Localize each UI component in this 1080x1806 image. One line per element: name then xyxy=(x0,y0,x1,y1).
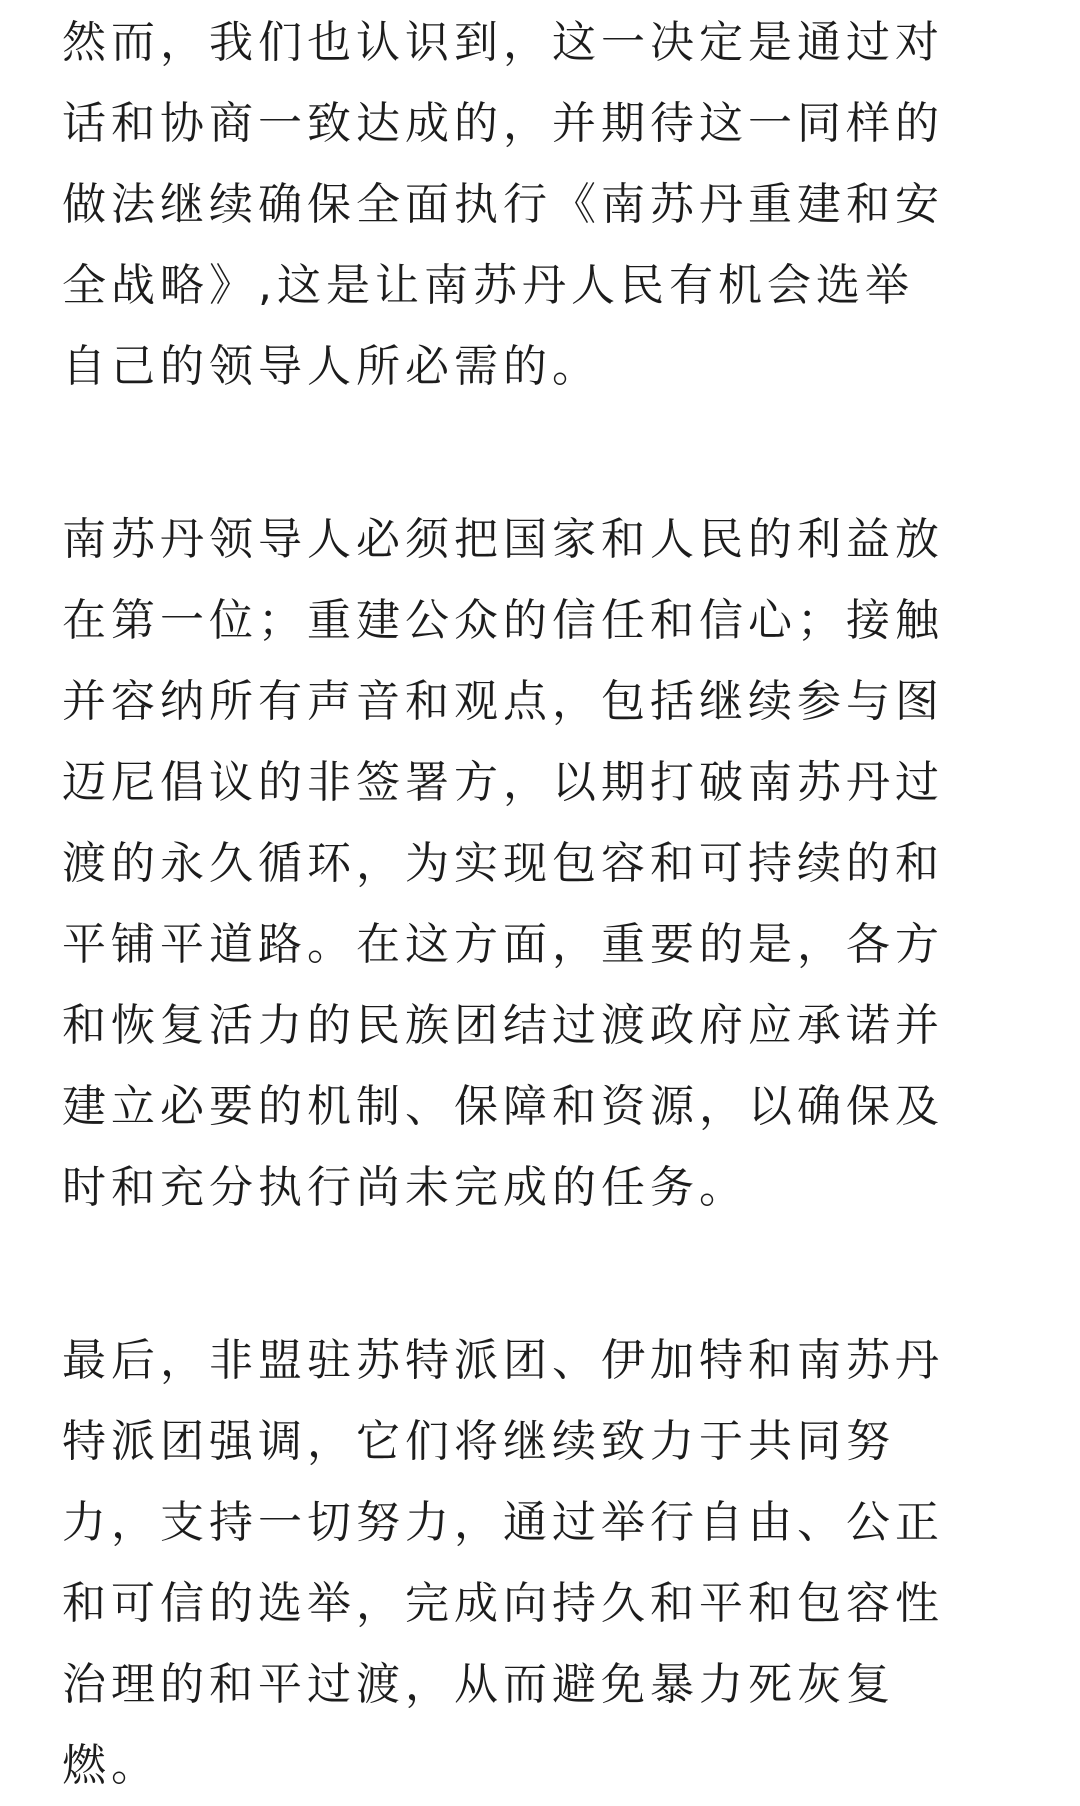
paragraph-1: 然而，我们也认识到，这一决定是通过对 话和协商一致达成的，并期待这一同样的 做法继续确保全面执行《南苏丹重建和安 全战略》,这是让南苏丹人民有机会选举 自己的领导人所必需的。 xyxy=(62,17,944,392)
paragraph-2: 南苏丹领导人必须把国家和人民的利益放 在第一位；重建公众的信任和信心；接触 并容纳所有声音和观点，包括继续参与图 迈尼倡议的非签署方，以期打破南苏丹过 渡的永久循环，为实现包容和可持续的和 平铺平道路。在这方面，重要的是，各方 和恢复活力的民族团结过渡政府应承诺并 建立必要的机制、保障和资源，以确保及 时和充分执行尚未完成的任务。 xyxy=(62,514,944,1213)
paragraph-3: 最后，非盟驻苏特派团、伊加特和南苏丹 特派团强调，它们将继续致力于共同努 力，支持一切努力，通过举行自由、公正 和可信的选举，完成向持久和平和包容性 治理的和平过渡，从而避免暴力死灰复 燃。 xyxy=(62,1335,944,1791)
article-body xyxy=(62,2,1022,1806)
